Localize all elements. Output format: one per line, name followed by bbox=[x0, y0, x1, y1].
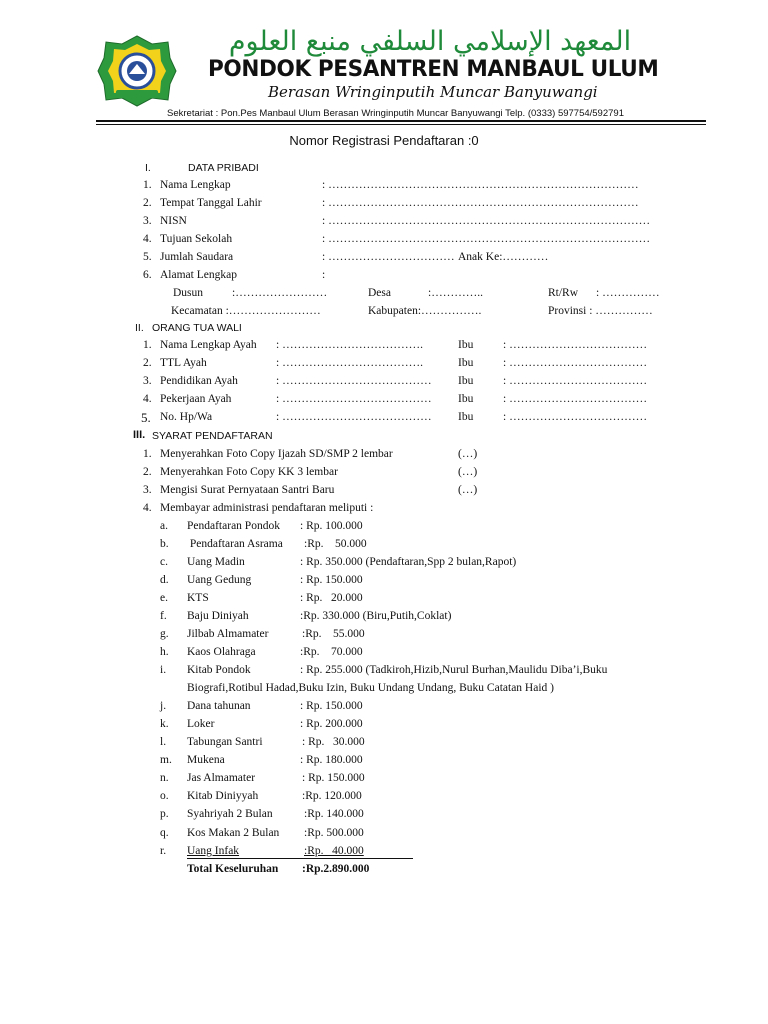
item-num: 3. bbox=[143, 484, 152, 496]
fee-amount: : Rp. 200.000 bbox=[300, 718, 363, 730]
pendidikan-ibu-field[interactable]: : ……………………………… bbox=[503, 375, 648, 387]
fee-letter: j. bbox=[160, 700, 167, 712]
fee-name: Tabungan Santri bbox=[187, 736, 263, 748]
ttl-field[interactable]: : ……………………………………………………………………… bbox=[322, 197, 639, 209]
item-num: 2. bbox=[143, 357, 152, 369]
fee-amount: :Rp. 330.000 (Biru,Putih,Coklat) bbox=[300, 610, 452, 622]
fee-letter: m. bbox=[160, 754, 172, 766]
ttl-ayah-field[interactable]: : ………………………………. bbox=[276, 357, 423, 369]
pekerjaan-ayah-field[interactable]: : ………………………………… bbox=[276, 393, 432, 405]
ttl-ibu-field[interactable]: : ……………………………… bbox=[503, 357, 648, 369]
fee-name: Uang Infak bbox=[187, 845, 240, 857]
section1-roman: I. bbox=[145, 162, 151, 174]
fee-letter: e. bbox=[160, 592, 168, 604]
fee-amount: :Rp. 70.000 bbox=[300, 646, 363, 658]
section2-roman: II. bbox=[135, 322, 144, 334]
fee-letter: a. bbox=[160, 520, 168, 532]
item-num: 3. bbox=[143, 375, 152, 387]
fee-letter: l. bbox=[160, 736, 167, 748]
nisn-field[interactable]: : ………………………………………………………………………… bbox=[322, 215, 651, 227]
kecamatan-field[interactable]: Kecamatan :…………………… bbox=[171, 305, 321, 317]
ibu-label: Ibu bbox=[458, 357, 474, 369]
fee-letter: i. bbox=[160, 664, 167, 676]
pendidikan-ayah-field[interactable]: : ………………………………… bbox=[276, 375, 432, 387]
item-num: 1. bbox=[143, 179, 152, 191]
item-num: 5. bbox=[143, 251, 152, 263]
syarat-ijazah-check[interactable]: (…) bbox=[458, 448, 478, 460]
org-location: Berasan Wringinputih Muncar Banyuwangi bbox=[268, 83, 598, 101]
anak-ke-field[interactable]: Anak Ke:………… bbox=[458, 251, 549, 263]
provinsi-field[interactable]: Provinsi : …………… bbox=[548, 305, 653, 317]
fee-amount: : Rp. 30.000 bbox=[302, 736, 365, 748]
fee-letter: p. bbox=[160, 808, 169, 820]
ibu-label: Ibu bbox=[458, 375, 474, 387]
fee-name: Pendaftaran Pondok bbox=[187, 520, 280, 532]
nama-lengkap-label: Nama Lengkap bbox=[160, 179, 231, 191]
fee-name: Dana tahunan bbox=[187, 700, 251, 712]
fee-name: Kaos Olahraga bbox=[187, 646, 256, 658]
tujuan-sekolah-field[interactable]: : ………………………………………………………………………… bbox=[322, 233, 651, 245]
fee-amount: :Rp. 140.000 bbox=[304, 808, 364, 820]
header-divider-thin bbox=[96, 124, 706, 125]
arabic-title: المعهد الإسلامي السلفي منبع العلوم bbox=[228, 26, 632, 57]
fee-letter: h. bbox=[160, 646, 169, 658]
fee-letter: c. bbox=[160, 556, 168, 568]
ttl-ayah-label: TTL Ayah bbox=[160, 357, 207, 369]
fee-letter: f. bbox=[160, 610, 167, 622]
school-logo bbox=[96, 34, 178, 108]
doc-title: Nomor Registrasi Pendaftaran :0 bbox=[289, 133, 479, 148]
desa-label: Desa bbox=[368, 287, 391, 299]
fee-amount: : Rp. 150.000 bbox=[300, 574, 363, 586]
kabupaten-field[interactable]: Kabupaten:……………. bbox=[368, 305, 482, 317]
ibu-label: Ibu bbox=[458, 411, 474, 423]
pekerjaan-ayah-label: Pekerjaan Ayah bbox=[160, 393, 232, 405]
syarat-kk-check[interactable]: (…) bbox=[458, 466, 478, 478]
subtotal-underline bbox=[187, 858, 413, 859]
pekerjaan-ibu-field[interactable]: : ……………………………… bbox=[503, 393, 648, 405]
syarat-ijazah: Menyerahkan Foto Copy Ijazah SD/SMP 2 lembar bbox=[160, 448, 393, 460]
fee-name: Syahriyah 2 Bulan bbox=[187, 808, 273, 820]
fee-amount: : Rp. 350.000 (Pendaftaran,Spp 2 bulan,Rapot) bbox=[300, 556, 517, 568]
item-num: 6. bbox=[143, 269, 152, 281]
ibu-label: Ibu bbox=[458, 339, 474, 351]
ttl-label: Tempat Tanggal Lahir bbox=[160, 197, 262, 209]
item-num: 2. bbox=[143, 466, 152, 478]
rtrw-label: Rt/Rw bbox=[548, 287, 579, 299]
dusun-label: Dusun bbox=[173, 287, 204, 299]
item-num: 3. bbox=[143, 215, 152, 227]
secretariat-line: Sekretariat : Pon.Pes Manbaul Ulum Berasan Wringinputih Muncar Banyuwangi Telp. (0333) 597754/592791 bbox=[167, 108, 624, 119]
fee-letter: k. bbox=[160, 718, 169, 730]
pendidikan-ayah-label: Pendidikan Ayah bbox=[160, 375, 238, 387]
item-num: 4. bbox=[143, 393, 152, 405]
fee-letter: n. bbox=[160, 772, 169, 784]
section2-title: ORANG TUA WALI bbox=[152, 322, 242, 334]
fee-letter: d. bbox=[160, 574, 169, 586]
fee-letter: r. bbox=[160, 845, 167, 857]
item-num: 2. bbox=[143, 197, 152, 209]
jumlah-saudara-field[interactable]: : …………………………… bbox=[322, 251, 455, 263]
fee-name: Kitab Diniyyah bbox=[187, 790, 259, 802]
fee-name: Kitab Pondok bbox=[187, 664, 251, 676]
fee-name: Jas Almamater bbox=[187, 772, 256, 784]
fee-name: Mukena bbox=[187, 754, 225, 766]
syarat-surat-pernyataan: Mengisi Surat Pernyataan Santri Baru bbox=[160, 484, 335, 496]
nama-ibu-field[interactable]: : ……………………………… bbox=[503, 339, 648, 351]
fee-name: Loker bbox=[187, 718, 215, 730]
dusun-field[interactable]: :…………………… bbox=[232, 287, 328, 299]
fee-name: Uang Madin bbox=[187, 556, 245, 568]
fee-amount: : Rp. 150.000 bbox=[300, 700, 363, 712]
fee-amount: :Rp. 55.000 bbox=[302, 628, 365, 640]
hp-ibu-field[interactable]: : ……………………………… bbox=[503, 411, 648, 423]
syarat-surat-check[interactable]: (…) bbox=[458, 484, 478, 496]
fee-letter: o. bbox=[160, 790, 169, 802]
fee-name: Baju Diniyah bbox=[187, 610, 249, 622]
fee-amount: :Rp. 40.000 bbox=[304, 845, 364, 857]
syarat-administrasi: Membayar administrasi pendaftaran meliputi : bbox=[160, 502, 374, 514]
fee-letter: q. bbox=[160, 827, 169, 839]
fee-amount: : Rp. 180.000 bbox=[300, 754, 363, 766]
total-value: :Rp.2.890.000 bbox=[302, 863, 370, 875]
jumlah-saudara-label: Jumlah Saudara bbox=[160, 251, 234, 263]
fee-letter: g. bbox=[160, 628, 169, 640]
fee-amount: :Rp. 50.000 bbox=[304, 538, 367, 550]
hp-wa-label: No. Hp/Wa bbox=[160, 411, 213, 423]
ibu-label: Ibu bbox=[458, 393, 474, 405]
desa-field[interactable]: :………….. bbox=[428, 287, 483, 299]
nisn-label: NISN bbox=[160, 215, 187, 227]
fee-amount-continued: Biografi,Rotibul Hadad,Buku Izin, Buku Undang Undang, Buku Catatan Haid ) bbox=[187, 682, 554, 694]
fee-amount: : Rp. 20.000 bbox=[300, 592, 363, 604]
fee-name: Jilbab Almamater bbox=[187, 628, 269, 640]
item-num: 4. bbox=[143, 502, 152, 514]
header-divider bbox=[96, 120, 706, 122]
fee-amount: :Rp. 120.000 bbox=[302, 790, 362, 802]
fee-amount: : Rp. 150.000 bbox=[302, 772, 365, 784]
syarat-kk: Menyerahkan Foto Copy KK 3 lembar bbox=[160, 466, 338, 478]
fee-name: KTS bbox=[187, 592, 209, 604]
tujuan-sekolah-label: Tujuan Sekolah bbox=[160, 233, 233, 245]
nama-lengkap-field[interactable]: : ……………………………………………………………………… bbox=[322, 179, 639, 191]
nama-ayah-label: Nama Lengkap Ayah bbox=[160, 339, 257, 351]
fee-name: Uang Gedung bbox=[187, 574, 252, 586]
total-label: Total Keseluruhan bbox=[187, 863, 279, 875]
item-num: 1. bbox=[143, 339, 152, 351]
rtrw-field[interactable]: : …………… bbox=[596, 287, 660, 299]
item-num: 5. bbox=[141, 410, 151, 425]
fee-name: Kos Makan 2 Bulan bbox=[187, 827, 280, 839]
fee-amount: :Rp. 500.000 bbox=[304, 827, 364, 839]
alamat-label: Alamat Lengkap bbox=[160, 269, 237, 281]
section3-roman: III. bbox=[133, 429, 146, 441]
fee-amount: : Rp. 100.000 bbox=[300, 520, 363, 532]
fee-name: Pendaftaran Asrama bbox=[187, 538, 283, 550]
section3-title: SYARAT PENDAFTARAN bbox=[152, 430, 273, 442]
fee-amount: : Rp. 255.000 (Tadkiroh,Hizib,Nurul Burhan,Maulidu Diba’i,Buku bbox=[300, 664, 608, 676]
fee-letter: b. bbox=[160, 538, 169, 550]
section1-title: DATA PRIBADI bbox=[188, 162, 259, 174]
item-num: 1. bbox=[143, 448, 152, 460]
alamat-colon: : bbox=[322, 269, 326, 281]
nama-ayah-field[interactable]: : ………………………………. bbox=[276, 339, 423, 351]
item-num: 4. bbox=[143, 233, 152, 245]
org-name: PONDOK PESANTREN MANBAUL ULUM bbox=[208, 57, 659, 82]
hp-ayah-field[interactable]: : ………………………………… bbox=[276, 411, 432, 423]
